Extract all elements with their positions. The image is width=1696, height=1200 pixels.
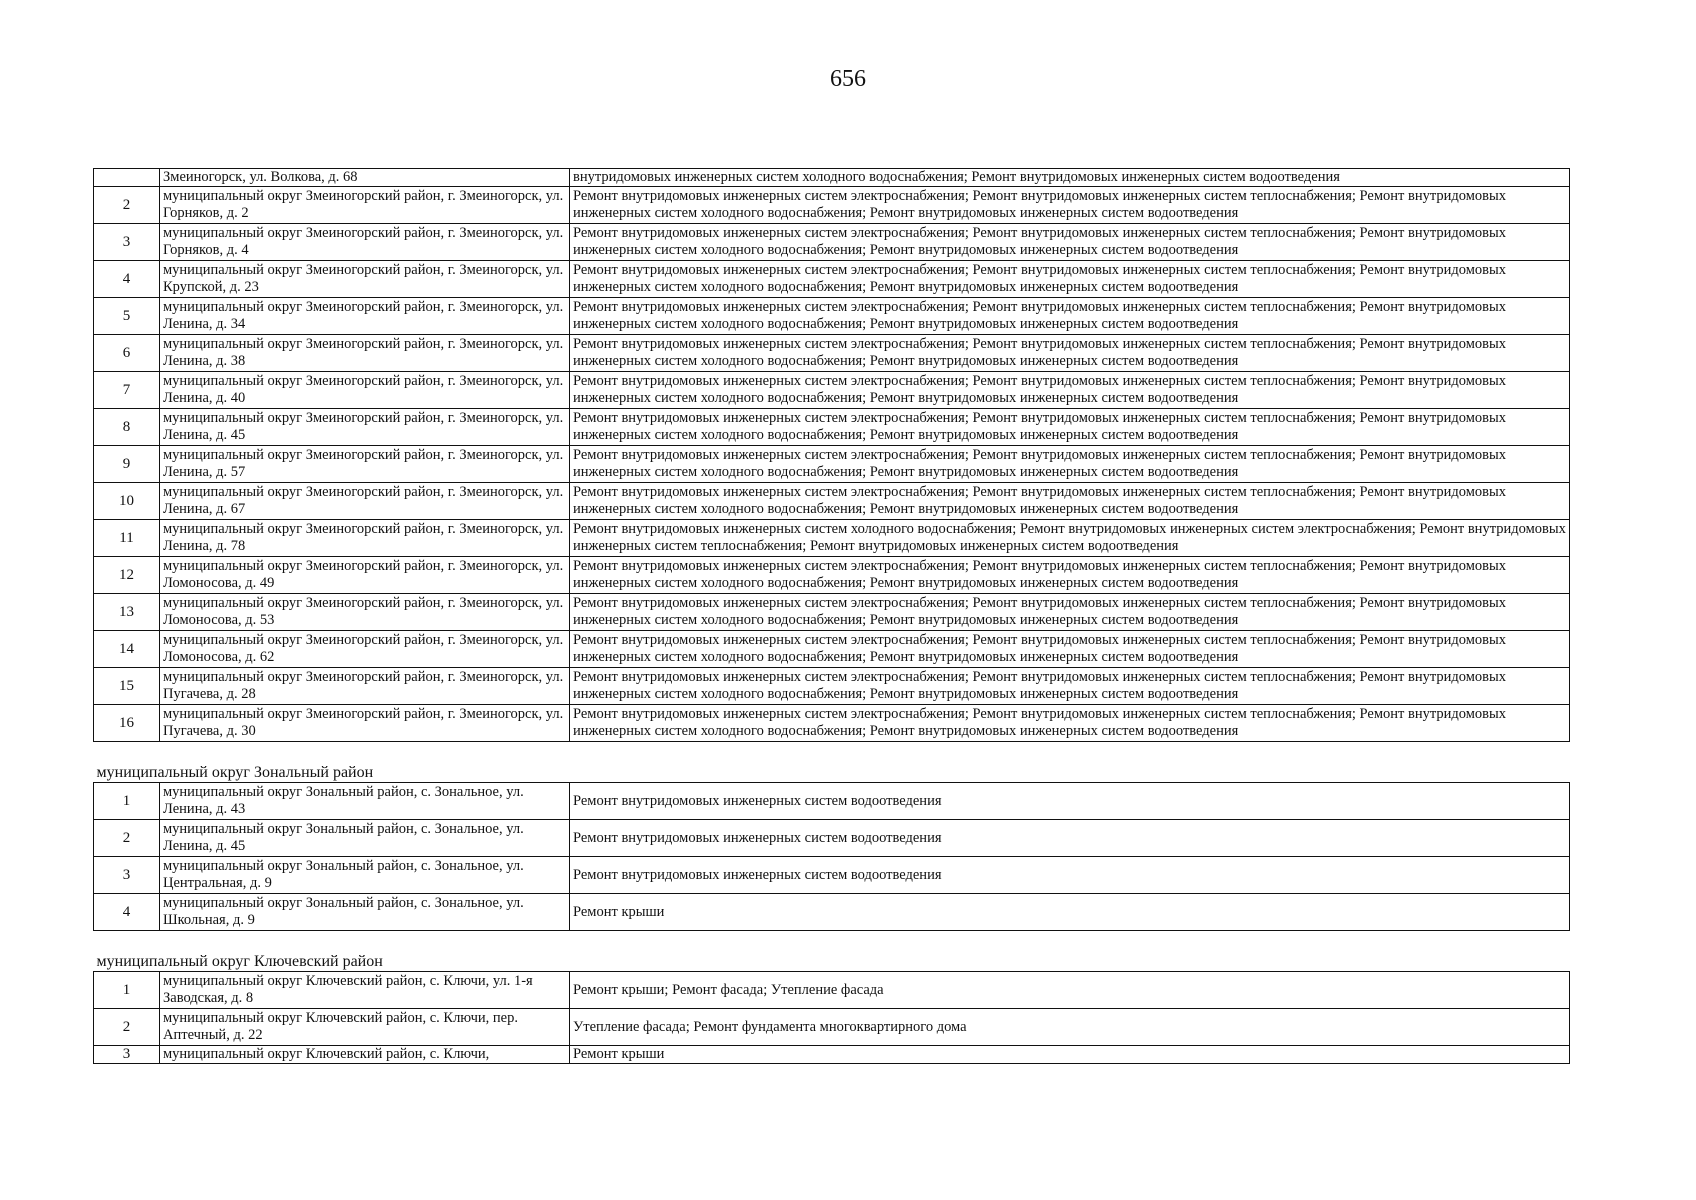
row-address: муниципальный округ Змеиногорский район, г. Змеиногорск, ул. Ленина, д. 78 [160,520,570,557]
row-number: 13 [94,594,160,631]
section-header-zonal [94,742,1570,783]
table-row [94,668,1570,705]
section-title-text: муниципальный округ Ключевский район [96,953,383,970]
section-title [94,931,1570,972]
row-works: Ремонт внутридомовых инженерных систем электроснабжения; Ремонт внутридомовых инженерных систем теплоснабжения; Ремонт внутридомовых инженерных систем холодного водоснабжения; Ремонт внутридомовых инженерных систем водоотведения [570,335,1570,372]
row-address: муниципальный округ Змеиногорский район, г. Змеиногорск, ул. Ленина, д. 67 [160,483,570,520]
row-address: муниципальный округ Змеиногорский район, г. Змеиногорск, ул. Ленина, д. 57 [160,446,570,483]
row-number: 4 [94,894,160,931]
row-address: муниципальный округ Змеиногорский район, г. Змеиногорск, ул. Ленина, д. 40 [160,372,570,409]
row-number: 7 [94,372,160,409]
row-works: Ремонт внутридомовых инженерных систем электроснабжения; Ремонт внутридомовых инженерных систем теплоснабжения; Ремонт внутридомовых инженерных систем холодного водоснабжения; Ремонт внутридомовых инженерных систем водоотведения [570,594,1570,631]
table-row [94,261,1570,298]
row-address: муниципальный округ Змеиногорский район, г. Змеиногорск, ул. Пугачева, д. 28 [160,668,570,705]
row-address: муниципальный округ Змеиногорский район, г. Змеиногорск, ул. Крупской, д. 23 [160,261,570,298]
table-row [94,409,1570,446]
row-address: муниципальный округ Змеиногорский район, г. Змеиногорск, ул. Пугачева, д. 30 [160,705,570,742]
row-number: 12 [94,557,160,594]
table-row [94,187,1570,224]
table-row [94,224,1570,261]
table-row [94,298,1570,335]
row-address: муниципальный округ Зональный район, с. Зональное, ул. Ленина, д. 43 [160,783,570,820]
table-row [94,557,1570,594]
row-address: муниципальный округ Ключевский район, с. Ключи, [160,1046,570,1064]
row-address: муниципальный округ Змеиногорский район, г. Змеиногорск, ул. Ленина, д. 45 [160,409,570,446]
row-works: Ремонт внутридомовых инженерных систем электроснабжения; Ремонт внутридомовых инженерных систем теплоснабжения; Ремонт внутридомовых инженерных систем холодного водоснабжения; Ремонт внутридомовых инженерных систем водоотведения [570,224,1570,261]
row-works: Ремонт внутридомовых инженерных систем электроснабжения; Ремонт внутридомовых инженерных систем теплоснабжения; Ремонт внутридомовых инженерных систем холодного водоснабжения; Ремонт внутридомовых инженерных систем водоотведения [570,557,1570,594]
section-header-kluchi [94,931,1570,972]
row-number: 3 [94,224,160,261]
row-address: муниципальный округ Змеиногорский район, г. Змеиногорск, ул. Ломоносова, д. 62 [160,631,570,668]
table-row [94,594,1570,631]
table-row [94,483,1570,520]
table-row [94,857,1570,894]
table-row [94,820,1570,857]
row-address: муниципальный округ Ключевский район, с. Ключи, ул. 1-я Заводская, д. 8 [160,972,570,1009]
row-works: внутридомовых инженерных систем холодного водоснабжения; Ремонт внутридомовых инженерных систем водоотведения [570,169,1570,187]
row-address: муниципальный округ Зональный район, с. Зональное, ул. Ленина, д. 45 [160,820,570,857]
row-number: 14 [94,631,160,668]
row-works: Ремонт внутридомовых инженерных систем электроснабжения; Ремонт внутридомовых инженерных систем теплоснабжения; Ремонт внутридомовых инженерных систем холодного водоснабжения; Ремонт внутридомовых инженерных систем водоотведения [570,187,1570,224]
section-title [94,742,1570,783]
row-works: Ремонт внутридомовых инженерных систем электроснабжения; Ремонт внутридомовых инженерных систем теплоснабжения; Ремонт внутридомовых инженерных систем холодного водоснабжения; Ремонт внутридомовых инженерных систем водоотведения [570,631,1570,668]
row-address: Змеиногорск, ул. Волкова, д. 68 [160,169,570,187]
row-number [94,169,160,187]
row-number: 2 [94,820,160,857]
table-row [94,335,1570,372]
table-row [94,972,1570,1009]
table-row [94,705,1570,742]
table-row [94,372,1570,409]
row-address: муниципальный округ Змеиногорский район, г. Змеиногорск, ул. Ломоносова, д. 53 [160,594,570,631]
row-number: 3 [94,857,160,894]
row-number: 4 [94,261,160,298]
row-number: 5 [94,298,160,335]
works-table [93,168,1570,1064]
row-works: Ремонт внутридомовых инженерных систем электроснабжения; Ремонт внутридомовых инженерных систем теплоснабжения; Ремонт внутридомовых инженерных систем холодного водоснабжения; Ремонт внутридомовых инженерных систем водоотведения [570,372,1570,409]
row-works: Ремонт внутридомовых инженерных систем электроснабжения; Ремонт внутридомовых инженерных систем теплоснабжения; Ремонт внутридомовых инженерных систем холодного водоснабжения; Ремонт внутридомовых инженерных систем водоотведения [570,668,1570,705]
row-works: Ремонт внутридомовых инженерных систем электроснабжения; Ремонт внутридомовых инженерных систем теплоснабжения; Ремонт внутридомовых инженерных систем холодного водоснабжения; Ремонт внутридомовых инженерных систем водоотведения [570,483,1570,520]
row-works: Ремонт крыши [570,894,1570,931]
row-works: Ремонт внутридомовых инженерных систем водоотведения [570,857,1570,894]
row-works: Ремонт внутридомовых инженерных систем водоотведения [570,820,1570,857]
row-address: муниципальный округ Змеиногорский район, г. Змеиногорск, ул. Ленина, д. 34 [160,298,570,335]
row-number: 15 [94,668,160,705]
row-number: 2 [94,1009,160,1046]
row-number: 10 [94,483,160,520]
row-address: муниципальный округ Змеиногорский район, г. Змеиногорск, ул. Ленина, д. 38 [160,335,570,372]
row-number: 8 [94,409,160,446]
row-address: муниципальный округ Зональный район, с. Зональное, ул. Центральная, д. 9 [160,857,570,894]
table-row [94,894,1570,931]
row-works: Утепление фасада; Ремонт фундамента многоквартирного дома [570,1009,1570,1046]
row-works: Ремонт внутридомовых инженерных систем электроснабжения; Ремонт внутридомовых инженерных систем теплоснабжения; Ремонт внутридомовых инженерных систем холодного водоснабжения; Ремонт внутридомовых инженерных систем водоотведения [570,705,1570,742]
row-works: Ремонт внутридомовых инженерных систем электроснабжения; Ремонт внутридомовых инженерных систем теплоснабжения; Ремонт внутридомовых инженерных систем холодного водоснабжения; Ремонт внутридомовых инженерных систем водоотведения [570,298,1570,335]
table-row [94,783,1570,820]
row-number: 11 [94,520,160,557]
row-works: Ремонт внутридомовых инженерных систем электроснабжения; Ремонт внутридомовых инженерных систем теплоснабжения; Ремонт внутридомовых инженерных систем холодного водоснабжения; Ремонт внутридомовых инженерных систем водоотведения [570,446,1570,483]
table-row [94,520,1570,557]
table-row [94,1046,1570,1064]
section-title-text: муниципальный округ Зональный район [96,764,374,781]
table-row [94,1009,1570,1046]
row-address: муниципальный округ Зональный район, с. Зональное, ул. Школьная, д. 9 [160,894,570,931]
table-row [94,446,1570,483]
table-row [94,631,1570,668]
row-number: 16 [94,705,160,742]
row-works: Ремонт внутридомовых инженерных систем холодного водоснабжения; Ремонт внутридомовых инженерных систем электроснабжения; Ремонт внутридомовых инженерных систем теплоснабжения; Ремонт внутридомовых инженерных систем водоотведения [570,520,1570,557]
row-address: муниципальный округ Змеиногорский район, г. Змеиногорск, ул. Ломоносова, д. 49 [160,557,570,594]
row-number: 1 [94,783,160,820]
page-number: 656 [830,66,866,92]
table-row [94,169,1570,187]
row-works: Ремонт внутридомовых инженерных систем водоотведения [570,783,1570,820]
row-works: Ремонт внутридомовых инженерных систем электроснабжения; Ремонт внутридомовых инженерных систем теплоснабжения; Ремонт внутридомовых инженерных систем холодного водоснабжения; Ремонт внутридомовых инженерных систем водоотведения [570,261,1570,298]
row-number: 6 [94,335,160,372]
row-works: Ремонт внутридомовых инженерных систем электроснабжения; Ремонт внутридомовых инженерных систем теплоснабжения; Ремонт внутридомовых инженерных систем холодного водоснабжения; Ремонт внутридомовых инженерных систем водоотведения [570,409,1570,446]
row-number: 9 [94,446,160,483]
row-number: 3 [94,1046,160,1064]
row-address: муниципальный округ Змеиногорский район, г. Змеиногорск, ул. Горняков, д. 2 [160,187,570,224]
row-works: Ремонт крыши; Ремонт фасада; Утепление фасада [570,972,1570,1009]
row-number: 1 [94,972,160,1009]
row-address: муниципальный округ Ключевский район, с. Ключи, пер. Аптечный, д. 22 [160,1009,570,1046]
row-address: муниципальный округ Змеиногорский район, г. Змеиногорск, ул. Горняков, д. 4 [160,224,570,261]
row-number: 2 [94,187,160,224]
row-works: Ремонт крыши [570,1046,1570,1064]
